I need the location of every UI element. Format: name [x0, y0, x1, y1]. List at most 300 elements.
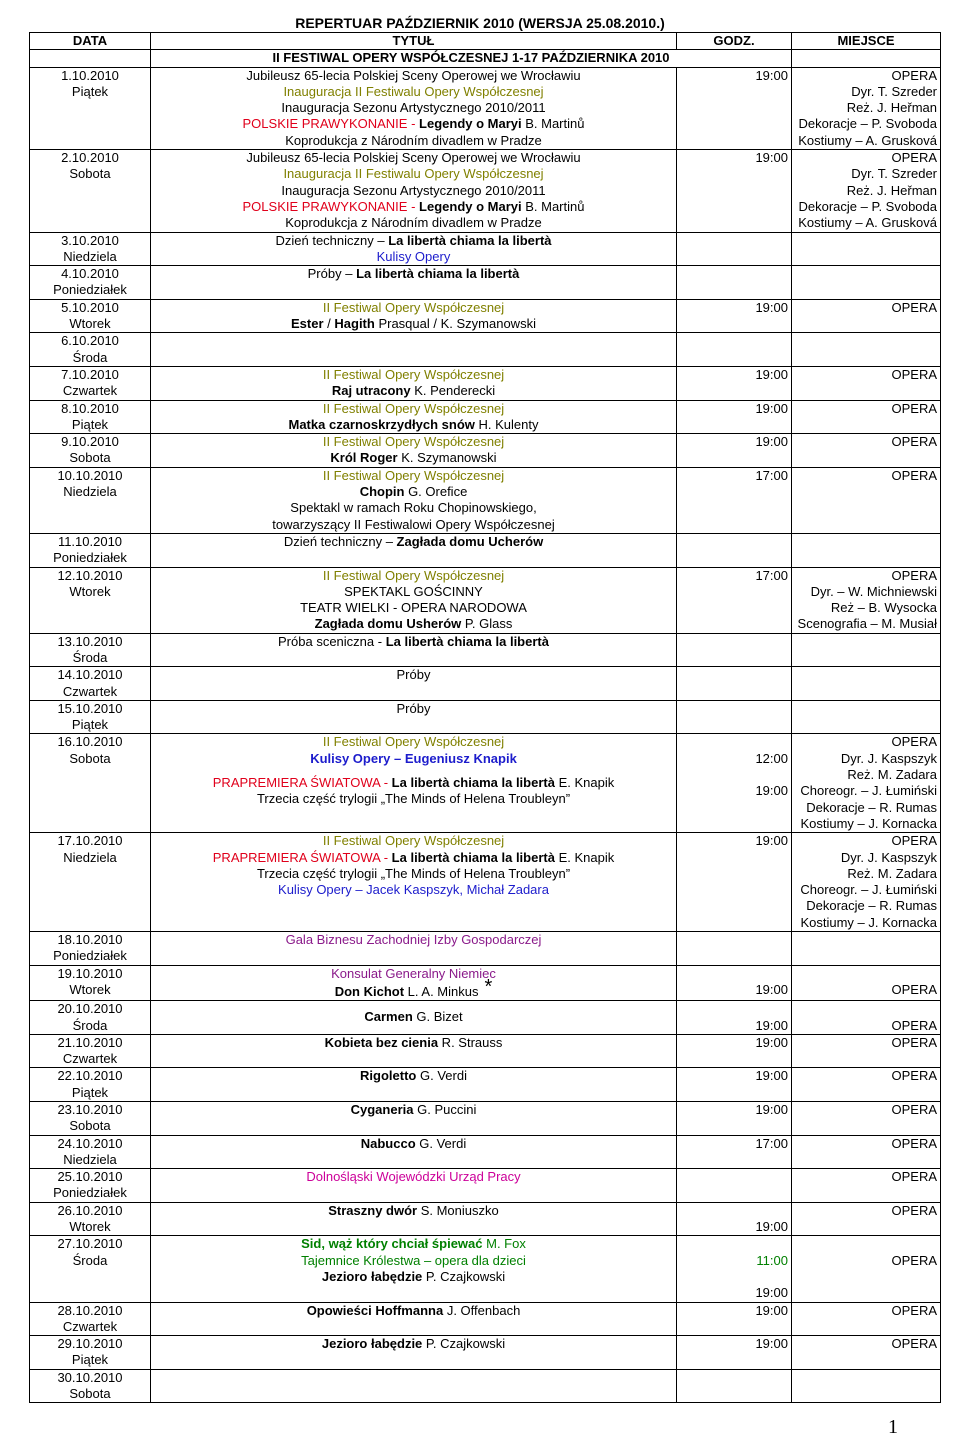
title-text: Kulisy Opery – Eugeniusz Knapik: [310, 750, 517, 766]
venue: OPERA: [891, 1336, 937, 1352]
time-cell: [677, 366, 792, 400]
showtime: [680, 767, 788, 783]
time-cell: [677, 734, 792, 833]
title-text: Ester: [291, 316, 324, 332]
title-line: [154, 316, 673, 332]
time-cell: [677, 965, 792, 1001]
venue: OPERA: [891, 1302, 937, 1318]
venue: OPERA: [891, 1034, 937, 1050]
title-line: [154, 84, 673, 100]
spacer: [154, 1001, 673, 1009]
date: 28.10.2010: [57, 1302, 123, 1318]
title-text: Spektakl w ramach Roku Chopinowskiego,: [290, 500, 537, 516]
date: 23.10.2010: [57, 1102, 123, 1117]
title-text: G. Verdi: [416, 1068, 467, 1084]
date: 16.10.2010: [57, 734, 123, 750]
date: 26.10.2010: [57, 1202, 123, 1218]
venue: OPERA: [891, 434, 937, 450]
time-cell: [677, 567, 792, 633]
title-line: [154, 484, 673, 500]
title-cell: [151, 734, 677, 833]
title-line: [154, 500, 673, 516]
title-text: B. Martinů: [521, 198, 585, 214]
weekday: Sobota: [69, 166, 111, 182]
title-cell: [151, 1369, 677, 1403]
title-line: [154, 882, 673, 898]
title-text: Zagłada domu Usherów: [314, 616, 462, 632]
title-cell: [151, 400, 677, 434]
title-text: G. Verdi: [415, 1135, 467, 1151]
showtime: 19:00: [755, 833, 788, 849]
credit-line: Kostiumy – J. Kornacka: [800, 914, 937, 930]
credit-line: Dekoracje – P. Svoboda: [798, 116, 937, 132]
time-cell: [677, 633, 792, 667]
credit-line: Dekoracje – P. Svoboda: [798, 198, 937, 214]
title-text: Hagith: [334, 316, 375, 332]
weekday: Niedziela: [63, 484, 117, 500]
title-text: /: [323, 316, 335, 332]
title-line: [154, 116, 673, 132]
weekday: Piątek: [71, 83, 109, 99]
title-text: Matka czarnoskrzydłych snów: [288, 416, 475, 432]
asterisk-mark: *: [484, 975, 493, 998]
table-row: [30, 700, 941, 734]
credit-line: OPERA: [891, 981, 937, 997]
title-cell: [151, 1202, 677, 1236]
time-cell: [677, 67, 792, 149]
header-place: MIEJSCE: [792, 33, 941, 50]
festival-place-cell: [792, 50, 941, 67]
title-text: H. Kulenty: [474, 416, 539, 432]
place-cell: [792, 533, 941, 567]
title-text: Cyganeria: [350, 1102, 414, 1117]
table-row: [30, 1102, 941, 1136]
time-cell: [677, 1169, 792, 1203]
date-cell: [30, 434, 151, 468]
title-line: [154, 401, 673, 417]
title-text: Inauguracja II Festiwalu Opery Współczesnej: [283, 166, 544, 182]
date: 9.10.2010: [61, 434, 119, 450]
credit-line: Dyr. J. Kaspszyk: [840, 849, 937, 865]
title-text: II Festiwal Opery Współczesnej: [322, 434, 505, 450]
title-text: POLSKIE PRAWYKONANIE -: [242, 198, 420, 214]
venue: OPERA: [891, 299, 937, 315]
title-text: PRAPREMIERA ŚWIATOWA -: [212, 775, 392, 791]
showtime: [680, 1001, 788, 1017]
table-row: [30, 1001, 941, 1035]
title-text: Trzecia część trylogii „The Minds of Helena Troubleyn”: [256, 865, 571, 881]
credit-line: Kostiumy – J. Kornacka: [800, 815, 937, 831]
date: 10.10.2010: [57, 467, 123, 483]
title-text: II Festiwal Opery Współczesnej: [322, 299, 505, 315]
date: 1.10.2010: [61, 67, 119, 83]
date: 7.10.2010: [61, 366, 119, 382]
weekday: Sobota: [69, 1386, 111, 1402]
time-cell: [677, 1202, 792, 1236]
title-text: La libertà chiama la libertà: [385, 633, 549, 649]
title-cell: [151, 150, 677, 232]
title-text: La libertà chiama la libertà: [388, 232, 552, 248]
title-text: POLSKIE PRAWYKONANIE -: [242, 116, 420, 132]
place-cell: [792, 333, 941, 367]
title-text: Kobieta bez cienia: [324, 1034, 439, 1050]
date: 11.10.2010: [57, 533, 123, 549]
title-line: [154, 517, 673, 533]
showtime: 19:00: [755, 981, 788, 997]
title-line: [154, 367, 673, 383]
title-cell: [151, 299, 677, 333]
place-cell: [792, 932, 941, 966]
place-cell: [792, 1102, 941, 1136]
place-cell: [792, 299, 941, 333]
date: 13.10.2010: [57, 633, 123, 649]
venue: OPERA: [891, 400, 937, 416]
title-text: Raj utracony: [331, 383, 411, 399]
place-cell: [792, 1169, 941, 1203]
title-line: [154, 249, 673, 265]
title-line: [154, 701, 673, 717]
place-cell: [792, 633, 941, 667]
title-text: Prasqual / K. Szymanowski: [374, 316, 536, 332]
credit-line: Reż. J. Heřman: [846, 100, 937, 116]
showtime: [680, 1236, 788, 1252]
title-cell: [151, 1302, 677, 1336]
table-row: [30, 150, 941, 232]
weekday: Niedziela: [63, 248, 117, 264]
title-line: [154, 634, 673, 650]
table-row: [30, 266, 941, 300]
weekday: Piątek: [71, 1084, 109, 1100]
date-cell: [30, 67, 151, 149]
table-row: [30, 833, 941, 932]
weekday: Poniedziałek: [53, 948, 127, 964]
title-cell: [151, 1336, 677, 1370]
title-text: Inauguracja Sezonu Artystycznego 2010/2011: [281, 100, 546, 116]
festival-date-cell: [30, 50, 151, 67]
title-text: Król Roger: [330, 450, 398, 466]
credit-line: Choreogr. – J. Łumiński: [800, 783, 937, 799]
title-text: Koprodukcja z Národním divadlem w Pradze: [285, 215, 542, 231]
table-row: [30, 366, 941, 400]
title-text: Tajemnice Królestwa – opera dla dzieci: [301, 1252, 526, 1268]
table-row: [30, 667, 941, 701]
credit-line: Reż – B. Wysocka: [830, 600, 937, 616]
title-cell: [151, 232, 677, 266]
title-text: II Festiwal Opery Współczesnej: [322, 567, 505, 583]
date-cell: [30, 1068, 151, 1102]
place-cell: [792, 434, 941, 468]
title-text: R. Strauss: [438, 1034, 503, 1050]
title-line: [154, 932, 673, 948]
credit-line: Dyr. T. Szreder: [851, 166, 937, 182]
showtime: 19:00: [755, 1034, 788, 1050]
title-text: La libertà chiama la libertà: [391, 849, 555, 865]
title-line: [154, 434, 673, 450]
date-cell: [30, 266, 151, 300]
title-text: G. Puccini: [413, 1102, 477, 1117]
date: 6.10.2010: [61, 333, 119, 349]
showtime: [680, 1269, 788, 1285]
title-line: [154, 166, 673, 182]
title-line: [154, 616, 673, 632]
title-line: [154, 966, 673, 982]
title-text: K. Szymanowski: [397, 450, 497, 466]
place-cell: [792, 1336, 941, 1370]
place-cell: [792, 1202, 941, 1236]
table-row: [30, 1369, 941, 1403]
title-line: [154, 584, 673, 600]
date-cell: [30, 400, 151, 434]
place-cell: [792, 667, 941, 701]
time-cell: [677, 1236, 792, 1302]
place-cell: [792, 67, 941, 149]
weekday: Wtorek: [69, 981, 111, 997]
date-cell: [30, 467, 151, 533]
title-line: [154, 667, 673, 683]
weekday: Środa: [72, 349, 108, 365]
place-cell: [792, 1236, 941, 1302]
title-text: Dolnośląski Wojewódzki Urząd Pracy: [306, 1169, 521, 1185]
time-cell: [677, 400, 792, 434]
title-text: S. Moniuszko: [417, 1202, 499, 1218]
date-cell: [30, 1236, 151, 1302]
place-cell: [792, 833, 941, 932]
date-cell: [30, 1169, 151, 1203]
place-cell: [792, 965, 941, 1001]
date-cell: [30, 150, 151, 232]
title-cell: [151, 467, 677, 533]
title-text: Zagłada domu Ucherów: [396, 533, 544, 549]
date: 3.10.2010: [61, 232, 119, 248]
showtime: 19:00: [755, 1102, 788, 1117]
table-row: [30, 333, 941, 367]
place-cell: [792, 734, 941, 833]
weekday: Czwartek: [62, 683, 118, 699]
weekday: Poniedziałek: [53, 550, 127, 566]
title-line: [154, 1253, 673, 1269]
time-cell: [677, 333, 792, 367]
title-text: P. Glass: [461, 616, 513, 632]
title-text: Jezioro łabędzie: [321, 1336, 423, 1352]
title-line: [154, 833, 673, 849]
title-cell: [151, 434, 677, 468]
title-text: B. Martinů: [521, 116, 585, 132]
title-text: Chopin: [359, 484, 405, 500]
credit-line: Dyr. – W. Michniewski: [810, 583, 937, 599]
date-cell: [30, 965, 151, 1001]
date-cell: [30, 333, 151, 367]
date: 19.10.2010: [57, 965, 123, 981]
weekday: Czwartek: [62, 1318, 118, 1334]
place-cell: [792, 1034, 941, 1068]
date-cell: [30, 1302, 151, 1336]
time-cell: [677, 467, 792, 533]
title-text: La libertà chiama la libertà: [356, 266, 520, 282]
showtime: 19:00: [755, 67, 788, 83]
table-row: [30, 932, 941, 966]
title-text: P. Czajkowski: [422, 1268, 506, 1284]
showtime: 19:00: [755, 299, 788, 315]
title-text: L. A. Minkus: [404, 983, 479, 999]
title-line: [154, 133, 673, 149]
title-line: [154, 1203, 673, 1219]
title-text: Gala Biznesu Zachodniej Izby Gospodarczej: [285, 932, 542, 948]
time-cell: [677, 700, 792, 734]
title-line: [154, 183, 673, 199]
table-row: [30, 299, 941, 333]
table-row: [30, 1135, 941, 1169]
showtime: 19:00: [755, 1302, 788, 1318]
title-line: [154, 468, 673, 484]
title-line: [154, 215, 673, 231]
table-row: [30, 1169, 941, 1203]
date-cell: [30, 833, 151, 932]
venue: OPERA: [891, 1169, 937, 1185]
title-text: Koprodukcja z Národním divadlem w Pradze: [285, 132, 542, 148]
place-cell: [792, 700, 941, 734]
title-line: [154, 1336, 673, 1352]
date-cell: [30, 700, 151, 734]
festival-row: [30, 50, 941, 67]
title-text: M. Fox: [482, 1236, 526, 1252]
header-title: TYTUŁ: [151, 33, 677, 50]
title-cell: [151, 1068, 677, 1102]
weekday: Sobota: [69, 750, 111, 766]
weekday: Wtorek: [69, 583, 111, 599]
title-text: Don Kichot: [334, 983, 405, 999]
date: 2.10.2010: [61, 150, 119, 166]
showtime: 11:00: [756, 1252, 788, 1268]
credit-line: Scenografia – M. Musiał: [797, 616, 937, 632]
title-cell: [151, 932, 677, 966]
date-cell: [30, 1202, 151, 1236]
venue: [795, 966, 937, 982]
title-line: [154, 1068, 673, 1084]
title-cell: [151, 1001, 677, 1035]
title-text: J. Offenbach: [443, 1302, 521, 1318]
credit-line: Dekoracje – R. Rumas: [806, 799, 937, 815]
time-cell: [677, 1068, 792, 1102]
weekday: Sobota: [69, 1118, 111, 1134]
title-text: Konsulat Generalny Niemiec: [331, 965, 496, 981]
date-cell: [30, 299, 151, 333]
title-line: [154, 233, 673, 249]
showtime: 19:00: [755, 783, 788, 799]
place-cell: [792, 1302, 941, 1336]
table-row: [30, 1034, 941, 1068]
title-text: Straszny dwór: [328, 1202, 418, 1218]
title-line: [154, 1009, 673, 1025]
header-date: DATA: [30, 33, 151, 50]
place-cell: [792, 150, 941, 232]
title-text: Opowieści Hoffmanna: [306, 1302, 444, 1318]
title-line: [154, 568, 673, 584]
venue: OPERA: [891, 366, 937, 382]
venue: OPERA: [891, 467, 937, 483]
date-cell: [30, 567, 151, 633]
title-text: II Festiwal Opery Współczesnej: [322, 467, 505, 483]
date: 22.10.2010: [57, 1068, 123, 1084]
place-cell: [792, 1135, 941, 1169]
showtime: 17:00: [755, 567, 788, 583]
venue: OPERA: [891, 734, 937, 750]
date-cell: [30, 932, 151, 966]
time-cell: [677, 150, 792, 232]
time-cell: [677, 299, 792, 333]
place-cell: [792, 266, 941, 300]
venue: OPERA: [891, 1102, 937, 1117]
date-cell: [30, 1369, 151, 1403]
title-cell: [151, 67, 677, 149]
date: 5.10.2010: [61, 299, 119, 315]
title-line: [154, 300, 673, 316]
table-row: [30, 1336, 941, 1370]
time-cell: [677, 1102, 792, 1136]
venue: [795, 1236, 937, 1252]
showtime: 19:00: [755, 150, 788, 166]
credit-line: Kostiumy – A. Grusková: [798, 132, 937, 148]
date: 25.10.2010: [57, 1169, 123, 1185]
date-cell: [30, 366, 151, 400]
title-line: [154, 791, 673, 807]
title-text: Kulisy Opery – Jacek Kaspszyk, Michał Zadara: [278, 882, 549, 898]
venue: OPERA: [891, 1068, 937, 1084]
title-text: Próby –: [307, 266, 357, 282]
place-cell: [792, 1001, 941, 1035]
place-cell: [792, 400, 941, 434]
table-row: [30, 1202, 941, 1236]
title-text: II Festiwal Opery Współczesnej: [322, 366, 505, 382]
title-text: G. Bizet: [412, 1009, 463, 1025]
time-cell: [677, 266, 792, 300]
table-row: [30, 232, 941, 266]
title-line: [154, 68, 673, 84]
title-text: G. Orefice: [404, 484, 468, 500]
title-text: Jezioro łabędzie: [321, 1268, 423, 1284]
title-cell: [151, 1034, 677, 1068]
place-cell: [792, 467, 941, 533]
title-text: Legendy o Maryi: [419, 116, 522, 132]
title-text: Legendy o Maryi: [419, 198, 522, 214]
place-cell: [792, 1068, 941, 1102]
title-cell: [151, 667, 677, 701]
title-text: Próba sceniczna -: [278, 633, 386, 649]
table-row: [30, 567, 941, 633]
title-line: [154, 1269, 673, 1285]
weekday: Wtorek: [69, 316, 111, 332]
date: 21.10.2010: [57, 1034, 123, 1050]
date-cell: [30, 633, 151, 667]
title-line: [154, 850, 673, 866]
title-cell: [151, 533, 677, 567]
table-row: [30, 734, 941, 833]
venue: OPERA: [891, 67, 937, 83]
title-text: P. Czajkowski: [422, 1336, 506, 1352]
time-cell: [677, 932, 792, 966]
document-title: REPERTUAR PAŹDZIERNIK 2010 (WERSJA 25.08.2010.): [295, 15, 665, 31]
title-line: [154, 600, 673, 616]
title-line: [154, 417, 673, 433]
title-text: II Festiwal Opery Współczesnej: [322, 734, 505, 750]
showtime: [680, 734, 788, 750]
table-row: [30, 434, 941, 468]
weekday: Wtorek: [69, 1219, 111, 1235]
time-cell: [677, 232, 792, 266]
title-cell: [151, 366, 677, 400]
page-number: 1: [888, 1416, 898, 1438]
weekday: Środa: [72, 1252, 108, 1268]
showtime: 19:00: [755, 434, 788, 450]
